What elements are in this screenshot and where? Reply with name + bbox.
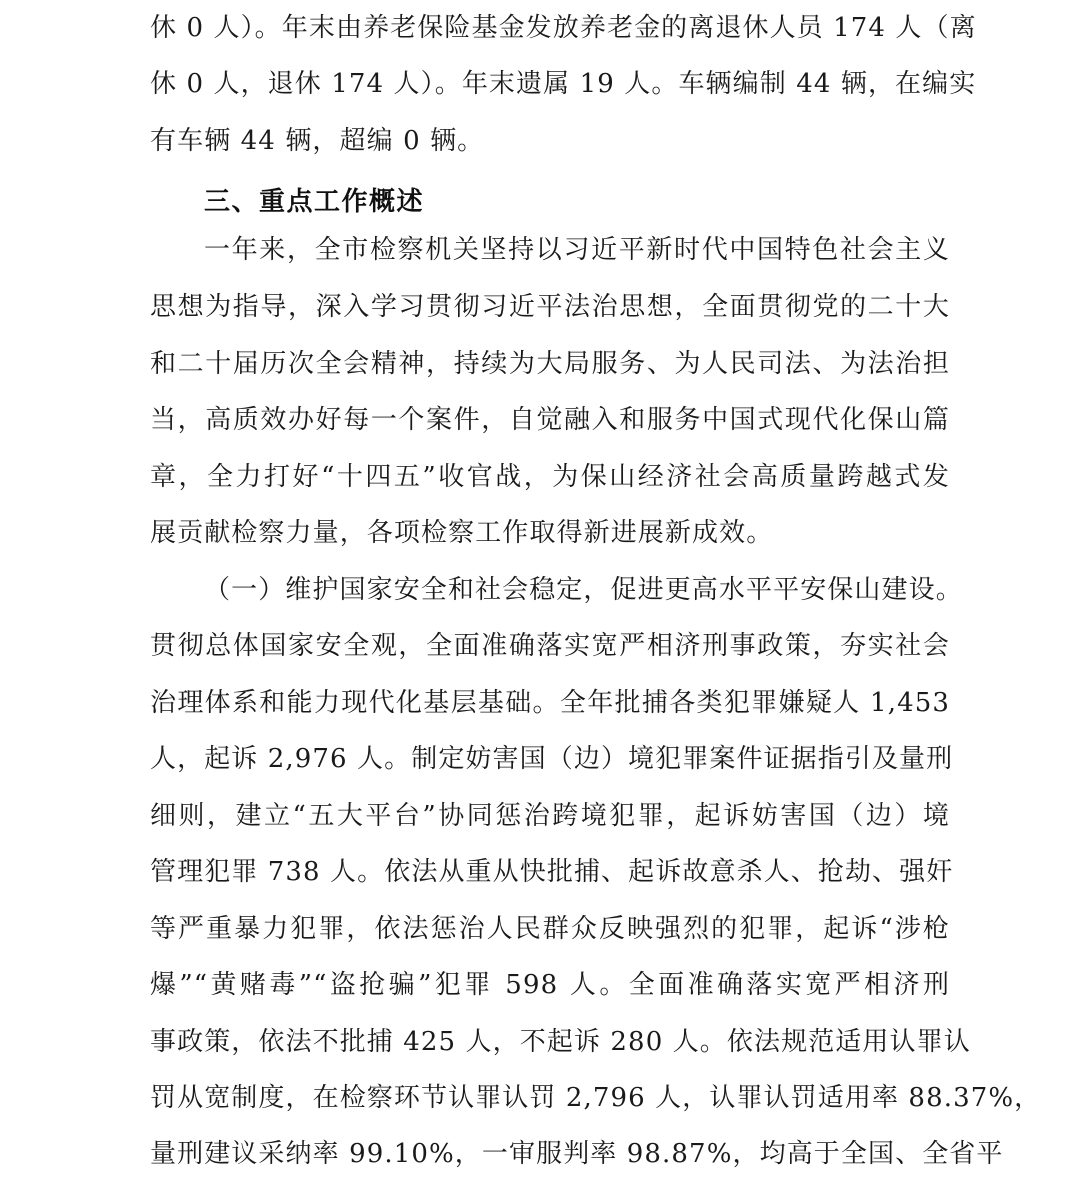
overview-line-6: 展贡献检察力量，各项检察工作取得新进展新成效。 [150,518,774,548]
item1-line-11: 量刑建议采纳率 99.10%，一审服判率 98.87%，均高于全国、全省平 [150,1139,1004,1169]
item1-line-3: 治理体系和能力现代化基层基础。全年批捕各类犯罪嫌疑人 1,453 [150,688,950,718]
intro-line-1: 休 0 人）。年末由养老保险基金发放养老金的离退休人员 174 人（离 [150,13,977,43]
item1-line-8: 爆”“黄赌毒”“盗抢骗”犯罪 598 人。全面准确落实宽严相济刑 [150,970,950,1000]
item1-line-7: 等严重暴力犯罪，依法惩治人民群众反映强烈的犯罪，起诉“涉枪 [150,914,950,944]
intro-line-3: 有车辆 44 辆，超编 0 辆。 [150,126,485,156]
item1-line-4: 人，起诉 2,976 人。制定妨害国（边）境犯罪案件证据指引及量刑 [150,744,954,774]
item1-line-2: 贯彻总体国家安全观，全面准确落实宽严相济刑事政策，夯实社会 [150,631,950,661]
overview-line-5: 章，全力打好“十四五”收官战，为保山经济社会高质量跨越式发 [150,462,950,492]
item1-line-9: 事政策，依法不批捕 425 人，不起诉 280 人。依法规范适用认罪认 [150,1027,971,1057]
item1-line-5: 细则，建立“五大平台”协同惩治跨境犯罪，起诉妨害国（边）境 [150,801,950,831]
overview-line-1: 一年来，全市检察机关坚持以习近平新时代中国特色社会主义 [204,235,950,265]
overview-line-2: 思想为指导，深入学习贯彻习近平法治思想，全面贯彻党的二十大 [150,292,950,322]
overview-line-4: 当，高质效办好每一个案件，自觉融入和服务中国式现代化保山篇 [150,405,950,435]
item1-line-1: （一）维护国家安全和社会稳定，促进更高水平平安保山建设。 [204,575,963,605]
overview-line-3: 和二十届历次全会精神，持续为大局服务、为人民司法、为法治担 [150,349,950,379]
intro-line-2: 休 0 人，退休 174 人）。年末遗属 19 人。车辆编制 44 辆，在编实 [150,69,977,99]
item1-line-10: 罚从宽制度，在检察环节认罪认罚 2,796 人，认罪认罚适用率 88.37%， [150,1083,1042,1113]
section-heading: 三、重点工作概述 [204,187,425,217]
item1-line-6: 管理犯罪 738 人。依法从重从快批捕、起诉故意杀人、抢劫、强奸 [150,857,954,887]
